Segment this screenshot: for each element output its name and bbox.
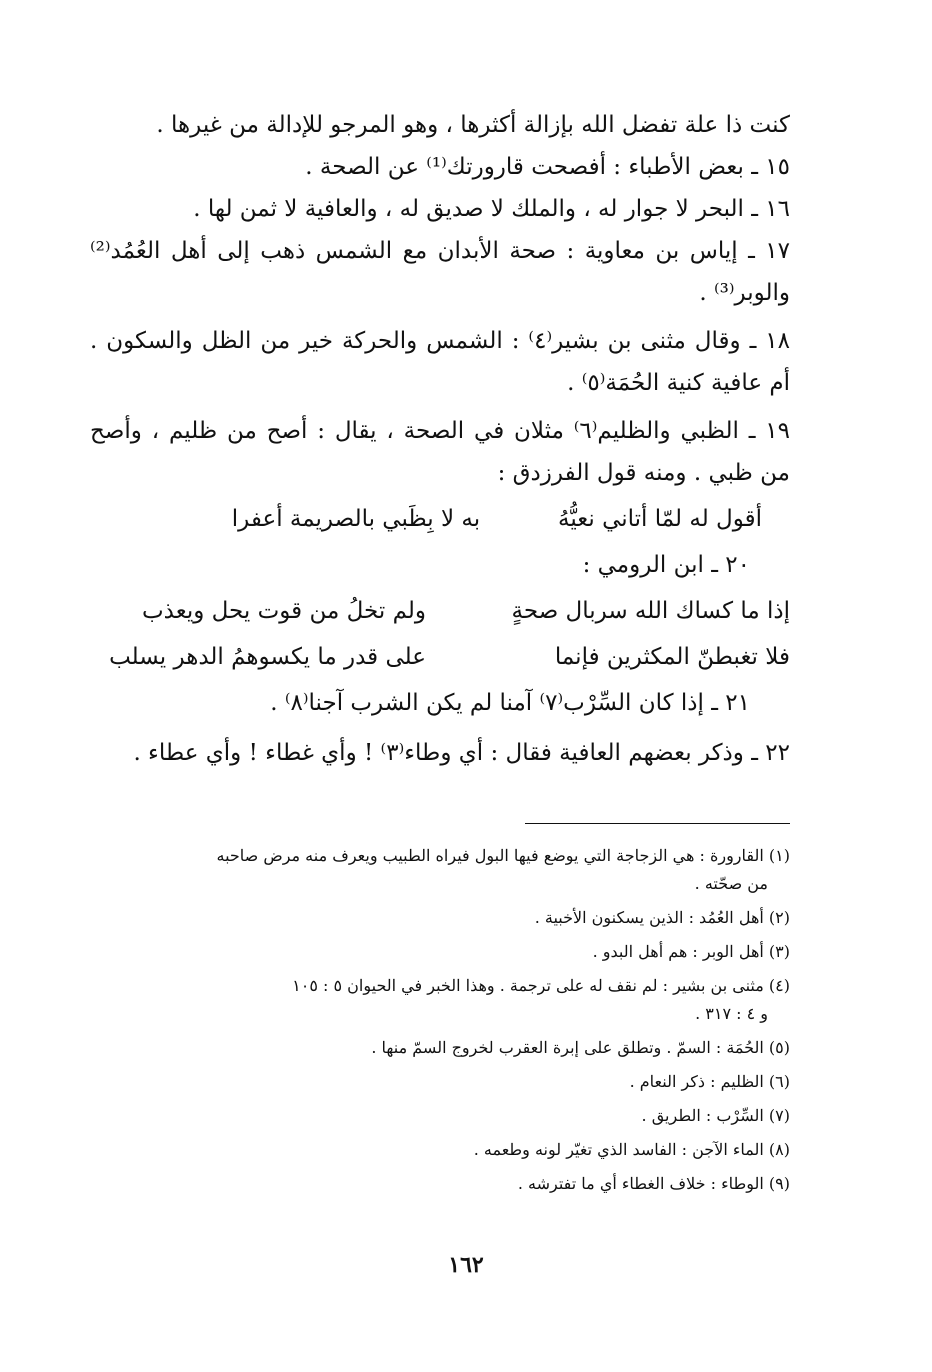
footnote-5: (٥) الحُمَة : السمّ . وتطلق على إبرة العقرب لخروج السمّ منها . — [371, 1038, 790, 1057]
footnote-7: (٧) السِّرْب : الطريق . — [641, 1106, 790, 1125]
verse-first-hemistich: إذا ما كساك الله سربال صحةٍ — [511, 598, 790, 624]
footnote-divider — [525, 823, 790, 824]
verse-farazdaq — [90, 498, 790, 540]
verse-first-hemistich: فلا تغبطنّ المكثرين فإنما — [554, 644, 790, 670]
footnote-8: (٨) الماء الآجن : الفاسد الذي تغيّر لونه وطعمه . — [473, 1140, 790, 1159]
verse-ibn-rumi-2 — [90, 636, 790, 678]
paragraph-17: ١٧ ـ إياس بن معاوية : صحة الأبدان مع الشمس ذهب إلى أهل العُمُد⁽²⁾ والوبر⁽³⁾ . — [90, 238, 790, 306]
verse-second-hemistich: به لا بِظَبي بالصريمة أعفرا — [231, 506, 481, 532]
paragraph-18: ١٨ ـ وقال مثنى بن بشير⁽٤⁾ : الشمس والحركة خير من الظل والسكون . أم عافية كنية الحُمَة⁽٥⁾ . — [90, 328, 790, 396]
paragraph-20: ٢٠ ـ ابن الرومي : — [582, 552, 750, 578]
footnote-continuation: من صحّته . — [694, 874, 768, 893]
footnote-text: (٤) مثنى بن بشير : لم نقف له على ترجمة . وهذا الخبر في الحيوان ٥ : ١٠٥ — [292, 976, 790, 995]
footnote-9: (٩) الوطاء : خلاف الغطاء أي ما تفترشه . — [517, 1174, 790, 1193]
paragraph-15: ١٥ ـ بعض الأطباء : أفصحت قارورتك⁽¹⁾ عن الصحة . — [305, 154, 790, 180]
footnote-continuation: و ٤ : ٣١٧ . — [695, 1004, 768, 1023]
verse-second-hemistich: ولم تخلُ من قوت يحل ويعذب — [142, 598, 426, 624]
footnote-text: (١) القارورة : هي الزجاجة التي يوضع فيها البول فيراه الطبيب ويعرف منه مرض صاحبه — [216, 846, 790, 865]
footnote-6: (٦) الظليم : ذكر النعام . — [629, 1072, 790, 1091]
paragraph-22: ٢٢ ـ وذكر بعضهم العافية فقال : أي وطاء⁽٣⁾ ! وأي غطاء ! وأي عطاء . — [133, 740, 790, 766]
footnotes — [90, 842, 790, 1204]
verse-second-hemistich: على قدر ما يكسوهمُ الدهر يسلب — [109, 644, 426, 670]
page-number: ١٦٢ — [448, 1252, 484, 1278]
paragraph-19: ١٩ ـ الظبي والظليم⁽٦⁾ مثلان في الصحة ، يقال : أصح من ظليم ، وأصح من ظبي . ومنه قول الفرزدق : — [90, 418, 790, 486]
paragraph-21: ٢١ ـ إذا كان السِّرْب⁽٧⁾ آمنا لم يكن الشرب آجنا⁽٨⁾ . — [270, 690, 750, 716]
paragraph-16: ١٦ ـ البحر لا جوار له ، والملك لا صديق له ، والعافية لا ثمن لها . — [193, 196, 790, 222]
paragraph-continuation: كنت ذا علة تفضل الله بإزالة أكثرها ، وهو المرجو للإدالة من غيرها . — [156, 112, 790, 138]
verse-first-hemistich: أقول له لمّا أتاني نعيُّهُ — [557, 506, 762, 532]
footnote-3: (٣) أهل الوبر : هم أهل البدو . — [592, 942, 790, 961]
footnote-1 — [90, 842, 790, 898]
footnote-2: (٢) أهل العُمُد : الذين يسكنون الأخبية . — [534, 908, 790, 927]
footnote-4 — [90, 972, 790, 1028]
verse-ibn-rumi-1 — [90, 590, 790, 632]
main-text — [90, 104, 790, 776]
